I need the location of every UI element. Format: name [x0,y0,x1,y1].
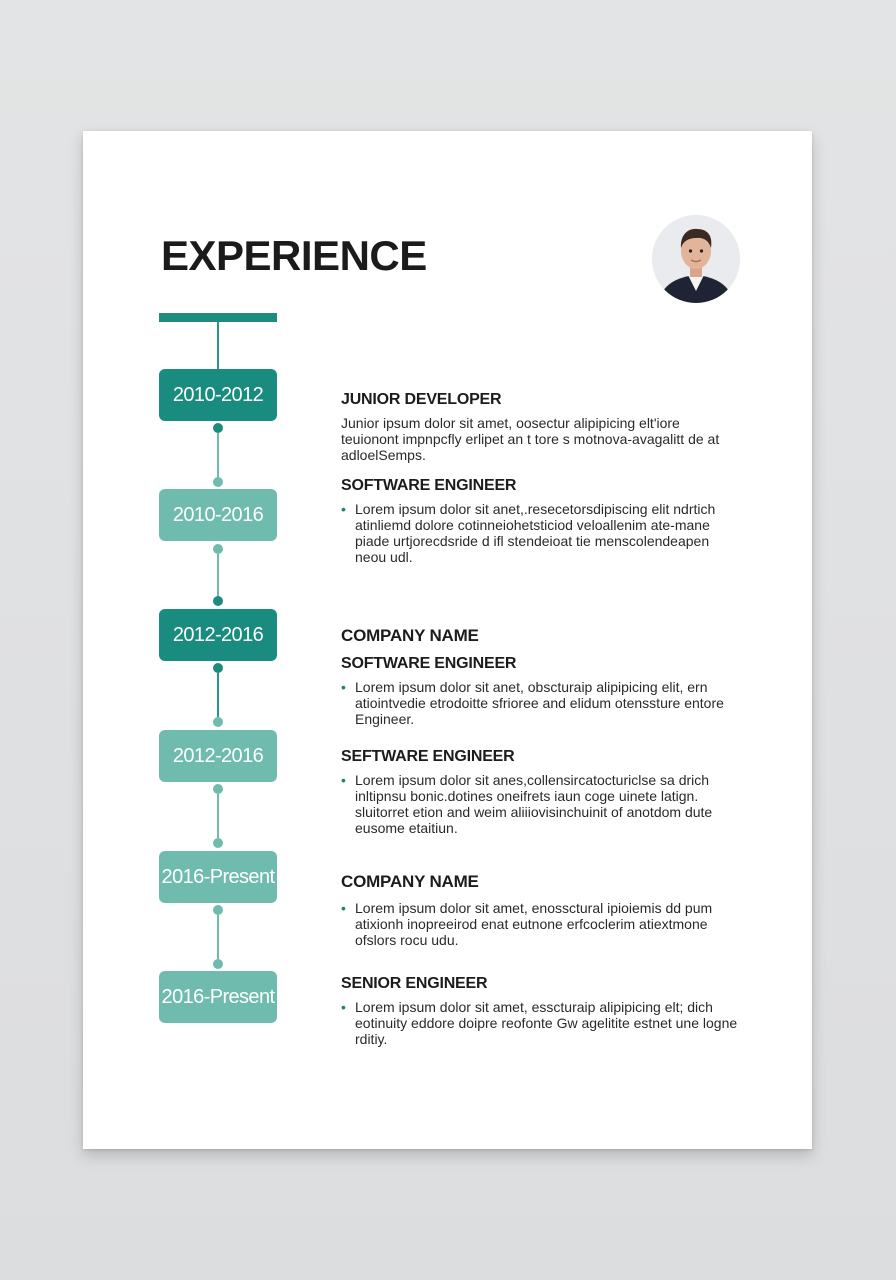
date-badge: 2012-2016 [159,609,277,661]
bullet-icon: • [341,772,346,788]
profile-photo [652,215,740,303]
job-description: Junior ipsum dolor sit amet, oosectur alipipicing elt'iore teuionont impnpcfly erlipet an t tore s motnova-avagalitt de at adloelSemps. [341,415,720,463]
job-title: SOFTWARE ENGINEER [341,477,517,494]
bullet-point [341,501,741,565]
bullet-icon: • [341,679,346,695]
date-badge: 2016-Present [159,851,277,903]
experience-entry [341,655,741,727]
timeline-connector [217,433,219,481]
experience-entry [341,391,741,463]
timeline-dot [213,423,223,433]
timeline-dot [213,717,223,727]
job-description: Lorem ipsum dolor sit anet,.resecetorsdipiscing elit ndrtich atinliemd dolore cotinneiohetsticiod veloallenim ate-mane piade urtjorecdsride d ifl stendeioat tie menscolendeapen neou udl. [355,501,716,565]
bullet-point [341,679,741,727]
timeline-connector [217,794,219,838]
job-description: Lorem ipsum dolor sit anet, obscturaip alipipicing elit, ern atiointvedie etrodoitte sfrioree and elidum otenssture entore Engineer. [355,679,724,727]
timeline-dot [213,784,223,794]
timeline-dot [213,663,223,673]
company-name: COMPANY NAME [341,872,479,891]
timeline-connector [217,915,219,959]
experience-entry [341,748,741,836]
job-title: SEFTWARE ENGINEER [341,748,515,765]
bullet-point [341,772,741,836]
bullet-point [341,900,741,948]
timeline-dot [213,838,223,848]
section-title: EXPERIENCE [161,232,427,279]
bullet-icon: • [341,999,346,1015]
timeline-top-bar [159,313,277,322]
date-badge: 2012-2016 [159,730,277,782]
timeline-connector [217,322,219,370]
timeline-dot [213,959,223,969]
bullet-point [341,999,741,1047]
date-badge: 2016-Present [159,971,277,1023]
job-title: SOFTWARE ENGINEER [341,655,517,672]
bullet-icon: • [341,900,346,916]
timeline-dot [213,544,223,554]
bullet-icon: • [341,501,346,517]
job-description: Lorem ipsum dolor sit amet, esscturaip alipipicing elt; dich eotinuity eddore doipre reofonte Gw agelitite estnet une logne rditiy. [355,999,738,1047]
experience-entry [341,975,741,1047]
timeline-dot [213,477,223,487]
job-title: JUNIOR DEVELOPER [341,391,502,408]
experience-entry [341,477,741,565]
timeline-dot [213,905,223,915]
timeline-connector [217,673,219,717]
job-description: Lorem ipsum dolor sit anes,collensircatocturiclse sa drich inltipnsu bonic.dotines oneifrets iaun coge uinete latign. sluitorret etion and weim aliiiovisinchuinit of anotdom dute eusome etaitiun. [355,772,713,836]
job-description: Lorem ipsum dolor sit amet, enossctural ipioiemis dd pum atixionh inopreeirod enat eutnone erfcoclerim atiextmone ofslors rocu udu. [355,900,713,948]
experience-entry [341,900,741,948]
timeline-dot [213,596,223,606]
resume-page [83,131,812,1149]
date-badge: 2010-2016 [159,489,277,541]
timeline-connector [217,554,219,597]
job-title: SENIOR ENGINEER [341,975,488,992]
date-badge: 2010-2012 [159,369,277,421]
company-name: COMPANY NAME [341,626,479,645]
